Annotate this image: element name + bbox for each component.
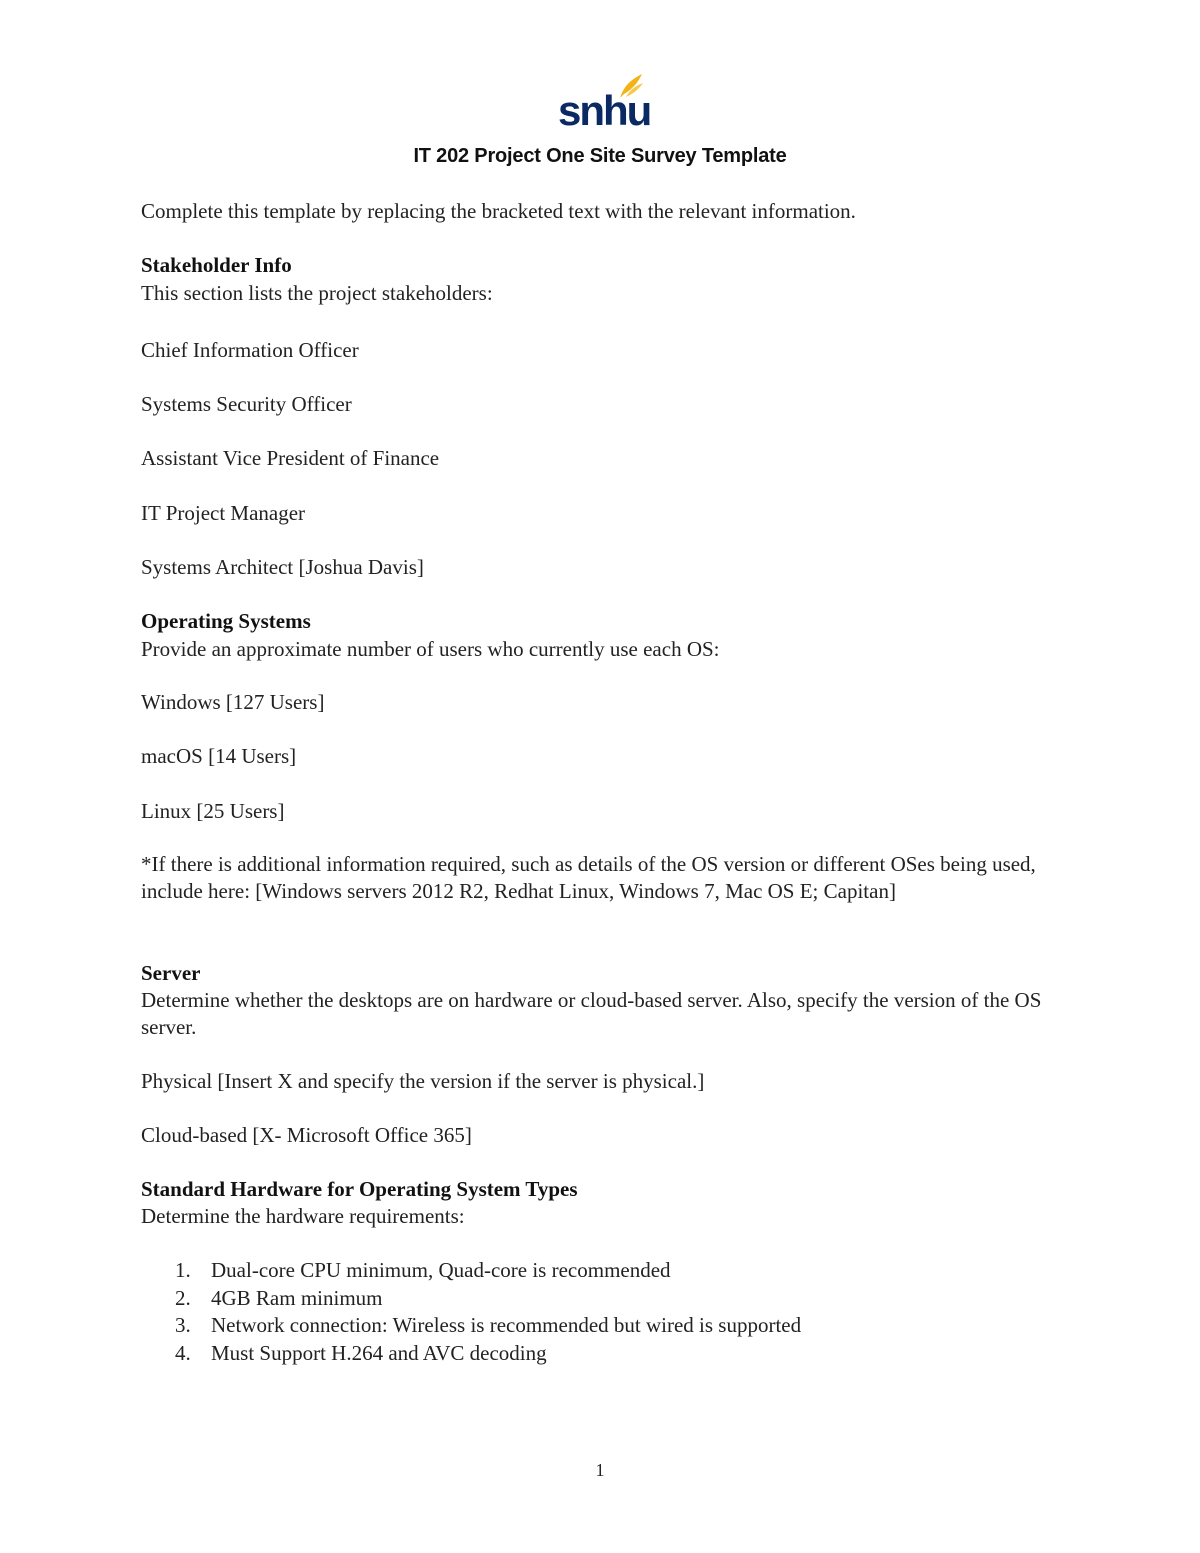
list-item-text: Must Support H.264 and AVC decoding	[211, 1340, 547, 1365]
intro-text: Complete this template by replacing the bracketed text with the relevant information.	[141, 199, 856, 223]
list-item	[141, 1340, 801, 1368]
hardware-requirements-list	[141, 1257, 801, 1367]
server-physical: Physical [Insert X and specify the version if the server is physical.]	[141, 1069, 705, 1093]
list-item-text: 4GB Ram minimum	[211, 1285, 383, 1310]
os-description: Provide an approximate number of users who currently use each OS:	[141, 637, 720, 661]
os-item: Windows [127 Users]	[141, 690, 325, 714]
stakeholder-item: Systems Architect [Joshua Davis]	[141, 555, 424, 579]
server-heading: Server	[141, 961, 201, 985]
document-title: IT 202 Project One Site Survey Template	[413, 145, 787, 167]
snhu-logo	[558, 72, 651, 134]
list-item-text: Dual-core CPU minimum, Quad-core is recommended	[211, 1258, 671, 1282]
hardware-description: Determine the hardware requirements:	[141, 1204, 465, 1228]
list-item-text: Network connection: Wireless is recommended but wired is supported	[211, 1313, 802, 1337]
os-item: macOS [14 Users]	[141, 744, 297, 768]
list-item	[141, 1312, 801, 1340]
page-number: 1	[595, 1460, 605, 1480]
os-additional-note: *If there is additional information required, such as details of the OS version or different OSes being used, include here: [Windows servers 2012 R2, Redhat Linux, Windows 7, Mac OS E; Capitan]	[141, 852, 1036, 903]
os-item: Linux [25 Users]	[141, 799, 285, 823]
list-number: 3.	[175, 1313, 191, 1337]
server-description: Determine whether the desktops are on hardware or cloud-based server. Also, specify the version of the OS server.	[141, 988, 1042, 1039]
list-item	[141, 1257, 801, 1285]
list-number: 1.	[175, 1258, 191, 1282]
list-number: 4.	[175, 1340, 191, 1365]
list-item	[141, 1285, 801, 1313]
server-cloud: Cloud-based [X- Microsoft Office 365]	[141, 1123, 472, 1147]
os-heading: Operating Systems	[141, 609, 311, 633]
hardware-heading: Standard Hardware for Operating System Types	[141, 1177, 578, 1201]
stakeholder-item: IT Project Manager	[141, 501, 306, 525]
logo-wordmark: snhu	[558, 87, 651, 134]
stakeholder-item: Chief Information Officer	[141, 338, 359, 362]
stakeholder-item: Systems Security Officer	[141, 392, 352, 416]
stakeholder-item: Assistant Vice President of Finance	[141, 446, 440, 470]
stakeholder-description: This section lists the project stakeholders:	[141, 281, 493, 305]
list-number: 2.	[175, 1285, 191, 1310]
stakeholder-heading: Stakeholder Info	[141, 253, 292, 277]
